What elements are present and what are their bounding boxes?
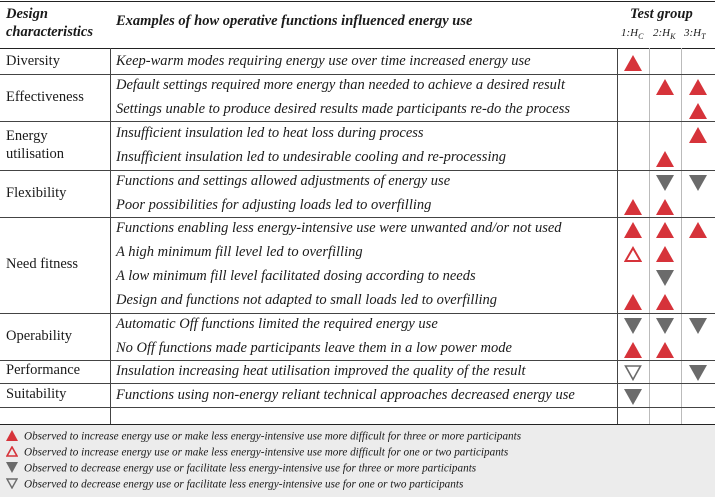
triangle-up-filled-icon: [624, 342, 642, 358]
triangle-up-filled-icon: [624, 222, 642, 238]
group-rule: [0, 313, 715, 314]
triangle-down-filled-icon: [689, 365, 707, 381]
row-text: Poor possibilities for adjusting loads led to overfilling: [116, 197, 432, 213]
category-energy-utilisation: Energy utilisation: [6, 128, 64, 162]
category-performance: Performance: [6, 362, 81, 378]
row-text: Settings unable to produce desired results made participants re-do the process: [116, 101, 571, 117]
category-flexibility: Flexibility: [6, 185, 67, 201]
col-divider-4: [681, 48, 682, 424]
col-divider-3: [649, 48, 650, 424]
triangle-up-filled-icon: [624, 199, 642, 215]
triangle-down-outline-icon: [6, 478, 18, 492]
row-text: Automatic Off functions limited the required energy use: [116, 316, 438, 332]
triangle-down-filled-icon: [6, 462, 18, 476]
group-rule: [0, 217, 715, 218]
header-rule: [0, 48, 715, 49]
triangle-up-filled-icon: [689, 127, 707, 143]
header-design-characteristics: Design characteristics: [6, 6, 93, 40]
triangle-up-filled-icon: [656, 79, 674, 95]
legend-item: Observed to decrease energy use or facilitate less energy-intensive use for three or more participants: [6, 462, 476, 476]
group-rule: [0, 170, 715, 171]
triangle-down-filled-icon: [624, 389, 642, 405]
col-divider-2: [617, 48, 618, 424]
category-suitability: Suitability: [6, 386, 67, 402]
triangle-down-filled-icon: [624, 318, 642, 334]
row-text: A high minimum fill level led to overfilling: [116, 244, 363, 260]
row-text: Functions using non-energy reliant technical approaches decreased energy use: [116, 387, 575, 403]
triangle-down-filled-icon: [689, 318, 707, 334]
triangle-up-filled-icon: [656, 222, 674, 238]
header-group-2: $2:H_K$: [653, 27, 676, 42]
triangle-up-filled-icon: [624, 55, 642, 71]
row-text: Insufficient insulation led to heat loss during process: [116, 125, 424, 141]
row-text: Insulation increasing heat utilisation improved the quality of the result: [116, 363, 526, 379]
legend: [0, 424, 715, 497]
row-text: Design and functions not adapted to small loads led to overfilling: [116, 292, 498, 308]
triangle-up-filled-icon: [656, 199, 674, 215]
header-group-3: $3:H_T$: [684, 27, 706, 42]
triangle-up-filled-icon: [624, 294, 642, 310]
triangle-up-filled-icon: [656, 151, 674, 167]
triangle-up-outline-icon: [6, 446, 18, 460]
legend-item: Observed to decrease energy use or facilitate less energy-intensive use for one or two participants: [6, 478, 463, 492]
top-rule: [0, 1, 715, 2]
row-text: Functions enabling less energy-intensive use were unwanted and/or not used: [116, 220, 562, 236]
row-text: Keep-warm modes requiring energy use over time increased energy use: [116, 53, 531, 69]
header-examples: Examples of how operative functions influenced energy use: [116, 13, 473, 29]
group-rule: [0, 383, 715, 384]
category-diversity: Diversity: [6, 53, 60, 69]
triangle-down-filled-icon: [656, 318, 674, 334]
triangle-down-filled-icon: [656, 175, 674, 191]
triangle-up-filled-icon: [689, 103, 707, 119]
category-need-fitness: Need fitness: [6, 256, 79, 272]
row-text: Functions and settings allowed adjustments of energy use: [116, 173, 451, 189]
header-test-group: Test group: [630, 6, 693, 22]
legend-item: Observed to increase energy use or make less energy-intensive use more difficult for three or more participants: [6, 430, 521, 444]
row-text: Insufficient insulation led to undesirable cooling and re-processing: [116, 149, 506, 165]
group-rule: [0, 74, 715, 75]
triangle-up-filled-icon: [656, 342, 674, 358]
triangle-up-filled-icon: [656, 246, 674, 262]
col-divider-1: [110, 48, 111, 424]
row-text: No Off functions made participants leave them in a low power mode: [116, 340, 512, 356]
row-text: Default settings required more energy than needed to achieve a desired result: [116, 77, 565, 93]
triangle-down-outline-icon: [624, 365, 642, 381]
group-rule: [0, 360, 715, 361]
triangle-up-filled-icon: [6, 430, 18, 444]
header-group-1: $1:H_C$: [621, 27, 644, 42]
legend-item: Observed to increase energy use or make less energy-intensive use more difficult for one or two participants: [6, 446, 508, 460]
row-text: A low minimum fill level facilitated dosing according to needs: [116, 268, 476, 284]
triangle-up-filled-icon: [656, 294, 674, 310]
triangle-down-filled-icon: [656, 270, 674, 286]
category-effectiveness: Effectiveness: [6, 89, 84, 105]
group-rule: [0, 407, 715, 408]
group-rule: [0, 121, 715, 122]
triangle-up-outline-icon: [624, 246, 642, 262]
category-operability: Operability: [6, 328, 73, 344]
triangle-up-filled-icon: [689, 222, 707, 238]
triangle-up-filled-icon: [689, 79, 707, 95]
triangle-down-filled-icon: [689, 175, 707, 191]
